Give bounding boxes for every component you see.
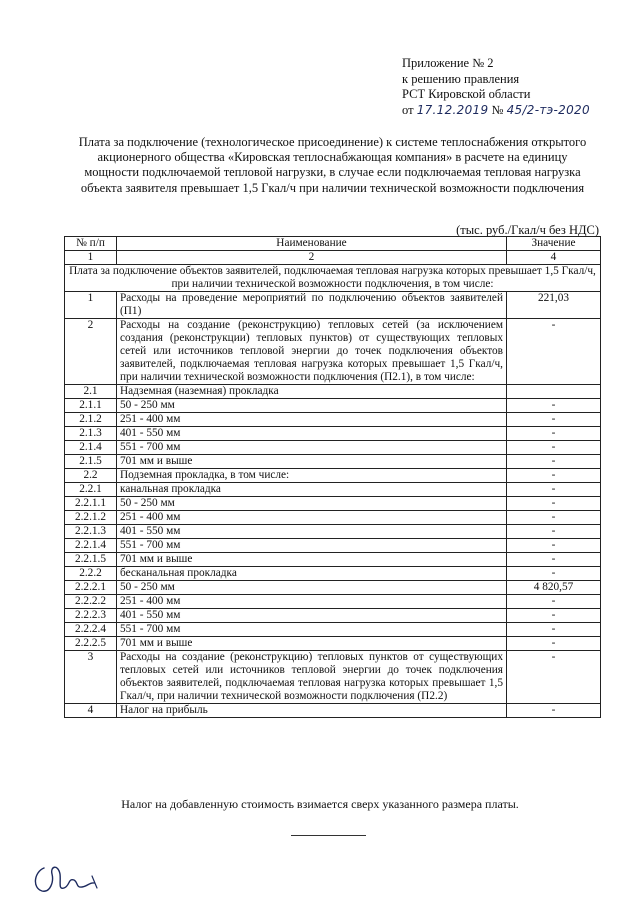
row-num: 2.2.2.3	[65, 609, 117, 623]
row-name: 701 мм и выше	[117, 553, 507, 567]
section-title: Плата за подключение объектов заявителей, подключаемая тепловая нагрузка которых превышает 1,5 Гкал/ч, при наличии технической возможности подключения, в том числе:	[65, 265, 601, 292]
row-name: бесканальная прокладка	[117, 567, 507, 581]
row-value: -	[507, 413, 601, 427]
row-num: 2.2.1.4	[65, 539, 117, 553]
signature-mark	[30, 858, 110, 903]
row-num: 2.2.2.2	[65, 595, 117, 609]
table-row	[65, 609, 601, 623]
row-name: 50 - 250 мм	[117, 581, 507, 595]
table-row	[65, 455, 601, 469]
row-value: -	[507, 595, 601, 609]
row-value: -	[507, 427, 601, 441]
header-num: № п/п	[65, 237, 117, 251]
table-index-row	[65, 251, 601, 265]
header-name: Наименование	[117, 237, 507, 251]
appendix-block	[402, 56, 590, 118]
row-name: 701 мм и выше	[117, 637, 507, 651]
row-name: 50 - 250 мм	[117, 497, 507, 511]
row-num: 2.1.3	[65, 427, 117, 441]
row-name: 401 - 550 мм	[117, 427, 507, 441]
units-note: (тыс. руб./Гкал/ч без НДС)	[456, 223, 599, 237]
table-row	[65, 567, 601, 581]
index-value: 4	[507, 251, 601, 265]
table-row	[65, 319, 601, 385]
appendix-line-1: Приложение № 2	[402, 56, 494, 70]
index-name: 2	[117, 251, 507, 265]
fee-table-body	[65, 237, 601, 718]
table-row	[65, 469, 601, 483]
vat-footnote: Налог на добавленную стоимость взимается сверх указанного размера платы.	[121, 797, 519, 811]
table-row	[65, 292, 601, 319]
row-name: Расходы на создание (реконструкцию) тепловых пунктов от существующих тепловых сетей или источников тепловой энергии до точек подключения объектов заявителей, подключаемая тепловая нагрузка которых превышает 1,5 Гкал/ч, при наличии технической возможности подключения (П2.2)	[117, 651, 507, 704]
appendix-prefix-from: от	[402, 102, 414, 117]
row-num: 2.1	[65, 385, 117, 399]
row-value: -	[507, 637, 601, 651]
table-header-row	[65, 237, 601, 251]
row-num: 2.1.4	[65, 441, 117, 455]
row-name: канальная прокладка	[117, 483, 507, 497]
row-value: -	[507, 704, 601, 718]
row-num: 1	[65, 292, 117, 319]
table-row	[65, 623, 601, 637]
row-value: -	[507, 539, 601, 553]
row-name: Налог на прибыль	[117, 704, 507, 718]
row-num: 4	[65, 704, 117, 718]
row-num: 2.1.5	[65, 455, 117, 469]
index-num: 1	[65, 251, 117, 265]
row-num: 2.2.1.5	[65, 553, 117, 567]
table-section-row	[65, 265, 601, 292]
signature-graphic	[30, 858, 110, 898]
row-name: 401 - 550 мм	[117, 525, 507, 539]
table-row	[65, 427, 601, 441]
row-value: -	[507, 483, 601, 497]
row-value: -	[507, 319, 601, 385]
table-row	[65, 413, 601, 427]
table-row	[65, 525, 601, 539]
table-row	[65, 385, 601, 399]
row-num: 2.1.1	[65, 399, 117, 413]
number-sign: №	[491, 102, 504, 117]
row-name: 551 - 700 мм	[117, 539, 507, 553]
separator-line	[291, 835, 366, 836]
table-row	[65, 483, 601, 497]
table-row	[65, 704, 601, 718]
appendix-line-3: РСТ Кировской области	[402, 87, 531, 101]
table-row	[65, 497, 601, 511]
row-value: -	[507, 441, 601, 455]
document-title: Плата за подключение (технологическое присоединение) к системе теплоснабжения открытого акционерного общества «Кировская теплоснабжающая компания» в расчете на единицу мощности подключаемой тепловой нагрузки, в случае если подключаемая тепловая нагрузка объекта заявителя превышает 1,5 Гкал/ч при наличии технической возможности подключения	[78, 135, 587, 195]
fee-table	[64, 236, 601, 718]
table-row	[65, 651, 601, 704]
table-row	[65, 581, 601, 595]
row-value	[507, 385, 601, 399]
row-name: 251 - 400 мм	[117, 595, 507, 609]
row-value: -	[507, 553, 601, 567]
row-value: -	[507, 399, 601, 413]
row-value: -	[507, 525, 601, 539]
row-name: Надземная (наземная) прокладка	[117, 385, 507, 399]
table-row	[65, 595, 601, 609]
row-name: 251 - 400 мм	[117, 511, 507, 525]
row-name: 551 - 700 мм	[117, 623, 507, 637]
row-num: 2.2.2.1	[65, 581, 117, 595]
row-num: 2.2.2.4	[65, 623, 117, 637]
row-name: Расходы на проведение мероприятий по подключению объектов заявителей (П1)	[117, 292, 507, 319]
row-num: 2.2	[65, 469, 117, 483]
row-value: -	[507, 497, 601, 511]
row-name: Подземная прокладка, в том числе:	[117, 469, 507, 483]
row-name: 551 - 700 мм	[117, 441, 507, 455]
row-num: 2.2.2.5	[65, 637, 117, 651]
row-value: -	[507, 455, 601, 469]
row-num: 2	[65, 319, 117, 385]
row-value: 221,03	[507, 292, 601, 319]
row-num: 2.2.1.1	[65, 497, 117, 511]
table-row	[65, 511, 601, 525]
row-value: 4 820,57	[507, 581, 601, 595]
row-name: 701 мм и выше	[117, 455, 507, 469]
row-value: -	[507, 623, 601, 637]
row-value: -	[507, 651, 601, 704]
row-value: -	[507, 511, 601, 525]
row-value: -	[507, 469, 601, 483]
appendix-line-2: к решению правления	[402, 71, 520, 86]
row-name: 251 - 400 мм	[117, 413, 507, 427]
row-value: -	[507, 609, 601, 623]
table-row	[65, 441, 601, 455]
row-num: 2.2.1.2	[65, 511, 117, 525]
row-name: Расходы на создание (реконструкцию) тепловых сетей (за исключением создания (реконструкции) тепловых пунктов) от существующих тепловых сетей или источников тепловой энергии до точек подключения объектов заявителей, подключаемая тепловая нагрузка которых превышает 1,5 Гкал/ч, при наличии технической возможности подключения (П2.1), в том числе:	[117, 319, 507, 385]
row-name: 50 - 250 мм	[117, 399, 507, 413]
handwritten-date: 17.12.2019	[416, 102, 489, 117]
table-row	[65, 539, 601, 553]
appendix-line-4	[402, 103, 590, 119]
table-row	[65, 553, 601, 567]
header-value: Значение	[507, 237, 601, 251]
row-value: -	[507, 567, 601, 581]
handwritten-number: 45/2-тэ-2020	[506, 102, 590, 117]
row-num: 2.2.2	[65, 567, 117, 581]
row-num: 2.1.2	[65, 413, 117, 427]
row-num: 3	[65, 651, 117, 704]
row-num: 2.2.1	[65, 483, 117, 497]
table-row	[65, 399, 601, 413]
row-num: 2.2.1.3	[65, 525, 117, 539]
table-row	[65, 637, 601, 651]
row-name: 401 - 550 мм	[117, 609, 507, 623]
